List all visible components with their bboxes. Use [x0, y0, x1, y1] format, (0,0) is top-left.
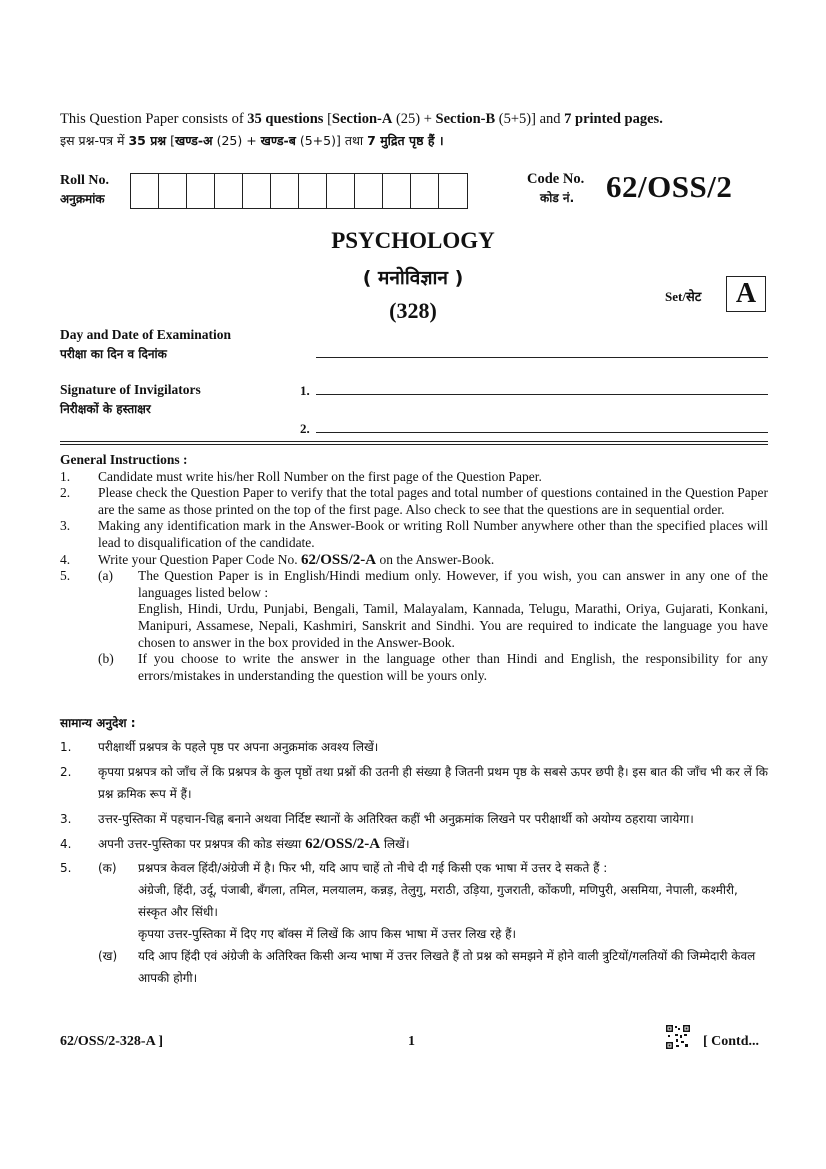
- roll-box[interactable]: [299, 174, 327, 208]
- page-number: 1: [408, 1034, 415, 1049]
- roll-box[interactable]: [439, 174, 467, 208]
- continued-label: [ Contd...: [703, 1034, 760, 1049]
- roll-label-hi: अनुक्रमांक: [60, 192, 105, 206]
- instruction-2: 2. Please check the Question Paper to verify that the total pages and total number of questions contained in the Question Paper are the same as those printed on the top of the first page. Also check to see that the questions are in sequential order.: [60, 485, 768, 517]
- general-instructions-hi: [60, 712, 768, 989]
- instruction-1: 1. Candidate must write his/her Roll Number on the first page of the Question Paper.: [60, 468, 542, 484]
- exam-date-label-en: Day and Date of Examination: [60, 327, 232, 342]
- general-instructions-en: [60, 452, 768, 684]
- instruction-3: 3. Making any identification mark in the Answer-Book or writing Roll Number anywhere other than the specified places will lead to disqualification of the candidate.: [60, 518, 768, 550]
- roll-box[interactable]: [355, 174, 383, 208]
- roll-box[interactable]: [327, 174, 355, 208]
- instruction-hi-3: 3. उत्तर-पुस्तिका में पहचान-चिह्न बनाने अथवा निर्दिष्ट स्थानों के अतिरिक्त कहीं भी अनुक्रमांक लिखने पर परीक्षार्थी को अयोग्य ठहराया जायेगा।: [60, 812, 694, 826]
- answer-book-code-hi: 62/OSS/2-A: [305, 836, 381, 852]
- invigilator-label-hi: निरीक्षकों के हस्ताक्षर: [60, 402, 151, 416]
- roll-number-boxes[interactable]: [130, 173, 468, 209]
- divider-top: [60, 441, 768, 442]
- instructions-heading-hi: सामान्य अनुदेश :: [60, 716, 136, 730]
- qr-code-icon: [666, 1025, 690, 1049]
- header-english: This Question Paper consists of 35 questions [Section-A (25) + Section-B (5+5)] and 7 printed pages.: [60, 111, 663, 127]
- roll-label-en: Roll No.: [60, 173, 109, 188]
- instruction-hi-1: 1. परीक्षार्थी प्रश्नपत्र के पहले पृष्ठ पर अपना अनुक्रमांक अवश्य लिखें।: [60, 740, 379, 754]
- instruction-hi-5: 5. (क) प्रश्नपत्र केवल हिंदी/अंग्रेजी में है। फिर भी, यदि आप चाहें तो नीचे दी गई किसी एक भाषा में उत्तर दे सकते हैं : अंग्रेजी, हिंदी, उर्दू, पंजाबी, बँगला, तमिल, मलयालम, कन्नड़, तेलुगु, मराठी, उड़िया, गुजराती, कोंकणी, मणिपुरी, असमिया, नेपाली, कश्मीरी, संस्कृत और सिंधी। कृपया उत्तर-पुस्तिका में दिए गए बॉक्स में लिखें कि आप किस भाषा में उत्तर लिख रहे हैं।: [60, 861, 738, 941]
- set-label: Set/सेट: [665, 289, 702, 304]
- roll-box[interactable]: [243, 174, 271, 208]
- subject-title-hi: ( मनोविज्ञान ): [362, 267, 464, 289]
- roll-box[interactable]: [131, 174, 159, 208]
- divider-bottom: [60, 444, 768, 445]
- code-label-en: Code No.: [527, 171, 585, 187]
- roll-box[interactable]: [383, 174, 411, 208]
- invigilator-label-en: Signature of Invigilators: [60, 382, 201, 397]
- instruction-hi-5b: (ख) यदि आप हिंदी एवं अंग्रेजी के अतिरिक्त किसी अन्य भाषा में उत्तर लिखते हैं तो प्रश्न को समझने में होने वाली त्रुटियों/गलतियों की जिम्मेदारी केवल आपकी होगी।: [98, 949, 756, 985]
- invigilator-2-signature-line[interactable]: [316, 432, 768, 433]
- footer-paper-code: 62/OSS/2-328-A ]: [60, 1034, 164, 1049]
- exam-date-line[interactable]: [316, 357, 768, 358]
- roll-box[interactable]: [159, 174, 187, 208]
- invigilator-1-number: 1.: [300, 383, 310, 398]
- answer-book-code: 62/OSS/2-A: [301, 551, 377, 568]
- invigilator-2-number: 2.: [300, 421, 310, 436]
- code-label-hi: कोड नं.: [540, 191, 575, 205]
- instructions-heading-en: General Instructions :: [60, 452, 188, 467]
- code-number: 62/OSS/2: [606, 169, 733, 204]
- roll-box[interactable]: [187, 174, 215, 208]
- subject-title-en: PSYCHOLOGY: [331, 228, 495, 253]
- header-hindi: इस प्रश्न-पत्र में 35 प्रश्न [खण्ड-अ (25) + खण्ड-ब (5+5)] तथा 7 मुद्रित पृष्ठ हैं ।: [60, 133, 444, 148]
- instruction-hi-4: 4. अपनी उत्तर-पुस्तिका पर प्रश्नपत्र की कोड संख्या 62/OSS/2-A लिखें।: [60, 836, 410, 852]
- instruction-5b: (b) If you choose to write the answer in the language other than Hindi and English, the responsibility for any errors/mistakes in understanding the question will be yours only.: [98, 651, 768, 683]
- roll-box[interactable]: [215, 174, 243, 208]
- roll-box[interactable]: [271, 174, 299, 208]
- invigilator-1-signature-line[interactable]: [316, 394, 768, 395]
- instruction-4: 4. Write your Question Paper Code No. 62/OSS/2-A on the Answer-Book.: [60, 551, 495, 568]
- subject-code: (328): [389, 298, 437, 323]
- roll-box[interactable]: [411, 174, 439, 208]
- instruction-5: 5. (a) The Question Paper is in English/Hindi medium only. However, if you wish, you can answer in any one of the languages listed below : English, Hindi, Urdu, Punjabi, Bengali, Tamil, Malayalam, Kannada, Telugu, Marathi, Oriya, Gujarati, Konkani, Manipuri, Assamese, Nepali, Kashmiri, Sanskrit and Sindhi. You are required to indicate the language you have chosen to answer in the box provided in the Answer-Book.: [60, 568, 768, 650]
- instruction-hi-2: 2. कृपया प्रश्नपत्र को जाँच लें कि प्रश्नपत्र के कुल पृष्ठों तथा प्रश्नों की उतनी ही संख्या है जितनी प्रथम पृष्ठ के सबसे ऊपर छपी है। इस बात की जाँच भी कर लें कि प्रश्न क्रमिक रूप में हैं।: [60, 765, 768, 801]
- set-value-box: A: [726, 276, 766, 312]
- exam-date-label-hi: परीक्षा का दिन व दिनांक: [60, 347, 167, 361]
